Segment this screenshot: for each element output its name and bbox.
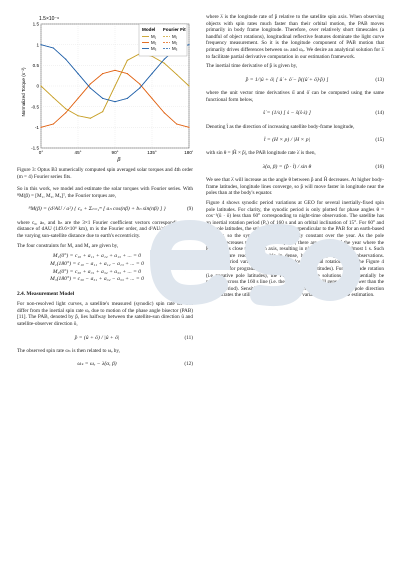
series-point xyxy=(114,70,115,71)
y-tick-label: 0.5 xyxy=(32,62,39,68)
equation-body: p̂ = (û + ô) / |û + ô| xyxy=(74,334,120,341)
equation-number: (13) xyxy=(375,76,384,83)
x-tick-label: 180° xyxy=(184,150,193,155)
equation-body: p̂̇ = 1/|û + ô| [ û̇ + ô̇ − p̂((û̇ + ô̇)·p̂) ] xyxy=(245,76,329,83)
series-point xyxy=(127,73,128,74)
series-point xyxy=(127,98,128,99)
paragraph: where λ̇ is the longitude rate of p̂ relative to the satellite spin axis. When observing objects with spin rates much faster than their orbital motion, the PAB moves primarily in body frame longitude. Therefore, over relatively short timescales (a handful of object rotations), longitudinal reflective features dominate the light curve frequency measurement. So it is the longitude component of PAB motion that primarily drives differences between ωₛ and ωₑ. We desire an analytical solution for λ̇ to facilitate partial derivative computation in our estimation framework. xyxy=(206,14,384,60)
series-point xyxy=(139,87,140,88)
equation-number: (16) xyxy=(375,163,384,170)
paragraph: The four constraints for M₁ and M₃ are given by, xyxy=(17,242,119,249)
series-point xyxy=(53,97,54,98)
equation-body: ŝ̇ = (1/s) [ ṡ − ŝ(ŝ·ṡ) ] xyxy=(263,110,311,117)
series-point xyxy=(65,59,66,60)
equation-body: λ̇(α, β) = (p̂̇ · t̂) / sin θ xyxy=(262,163,312,170)
y-tick-label: -0.5 xyxy=(31,104,39,110)
y-tick-label: -1.5 xyxy=(31,145,39,151)
series-point xyxy=(188,127,189,128)
left-column xyxy=(17,14,193,375)
equation-14 xyxy=(206,107,384,121)
y-tick-label: 1.5 xyxy=(32,21,39,27)
series-point xyxy=(102,111,103,112)
series-point xyxy=(188,85,189,86)
equation-13 xyxy=(206,73,384,87)
equation-12 xyxy=(17,358,193,372)
series-point xyxy=(40,85,41,86)
figure-caption: Figure 3: Optus B3 numerically computed spin averaged solar torques and 4th order (m = 4) Fourier series fits. xyxy=(17,167,193,180)
series-point xyxy=(77,98,78,99)
paragraph: where the unit vector time derivatives û̇ and ô̇ can be computed using the same functional form below, xyxy=(206,90,384,103)
legend-label-model: M₂ xyxy=(151,40,157,45)
series-point xyxy=(114,85,115,86)
x-tick-label: 45° xyxy=(74,150,82,155)
series-point xyxy=(65,112,66,113)
equation-number: (14) xyxy=(375,110,384,117)
x-tick-label: 135° xyxy=(147,150,157,155)
series-point xyxy=(127,60,128,61)
series-point xyxy=(90,87,91,88)
paragraph: Denoting t̂ as the direction of increasing satellite body-frame longitude, xyxy=(206,123,355,130)
torque-chart xyxy=(17,14,193,164)
paragraph: where c₀, aₙ, and bₙ are the 3×1 Fourier coefficient vectors corresponding to a distance of dAU (149.6×10⁶ km), m is the Fourier order, and d²AU/a² accounts for the varying sun-satellite distance due to earth's eccentricity. xyxy=(17,219,193,239)
legend-label-fit: M₃ xyxy=(172,46,178,51)
equation-10 xyxy=(17,252,193,283)
paragraph: with sin θ = |Ĥ × p̂|, the PAB longitude rate λ̇ is then, xyxy=(206,150,316,157)
equation-line: M₁(180°) = c₁₀ − a₁₁ + a₁₂ − a₁₃ + ... = 0 xyxy=(50,260,144,267)
legend-label-fit: M₂ xyxy=(172,40,178,45)
equation-number: (10) xyxy=(184,264,193,271)
equation-body: ωₛ = ωₑ − λ̇(α, β) xyxy=(77,361,117,368)
equation-9 xyxy=(17,203,193,217)
series-point xyxy=(176,74,177,75)
y-tick-label: 1 xyxy=(36,42,39,48)
legend-header-model: Model xyxy=(142,27,156,32)
equation-array xyxy=(17,252,177,283)
right-column xyxy=(206,14,384,302)
series-point xyxy=(90,83,91,84)
series-point xyxy=(77,115,78,116)
series-point xyxy=(40,44,41,45)
figure-3 xyxy=(17,14,193,164)
legend-label-model: M₁ xyxy=(151,34,157,39)
equation-body: ᴮM(β) = (d²AU / a²) { c₀ + Σₙ₌₁ᵐ [ aₙ cos(nβ) + bₙ sin(nβ) ] } xyxy=(28,206,166,213)
series-point xyxy=(164,59,165,60)
equation-line: M₃(180°) = c₃₀ − a₃₁ + a₃₂ − a₃₃ + ... = 0 xyxy=(50,276,144,283)
series-point xyxy=(77,73,78,74)
series-point xyxy=(53,123,54,124)
paragraph: The inertial time derivative of p̂ is given by, xyxy=(206,63,298,70)
paragraph: We see that λ̇ will increase as the angle θ between p̂ and Ĥ decreases. At higher body-frame latitudes, longitude lines converge, so p̂ will move faster in longitude near the poles than at the body's equator. xyxy=(206,177,384,197)
series-point xyxy=(90,118,91,119)
legend-label-model: M₃ xyxy=(151,46,157,51)
equation-16 xyxy=(206,160,384,174)
equation-15 xyxy=(206,133,384,147)
paragraph: Figure 4 shows synodic period variations at GEO for several inertially-fixed spin pole latitudes. For clarity, the synodic period is only plotted for phase angles θ = cos⁻¹(û · ô) less than 60° corresponding to night-time observation. The satellite has an inertial rotation period (Pₑ) of 160 s and an orbital inclination of 15°. For 60° and 90° pole latitudes, the spin axis is mostly perpendicular to the PAB for an earth-based observer, so the synodic period is relatively constant over the year. As the pole latitude decreases towards the orbit plane, there are portions of the year where the PAB moves close to the spin axis, resulting in nightly variations of almost 1 s. Such variations are readily detectable in dense, high quality, light curve observations. Synodic period variations increase with slower inertial rotation. Also, the Figure 4 results are for prograde rotation (i.e. positive pole latitudes). For retrograde rotation (i.e negative pole latitudes), the Figure 4 prograde solutions will essentially be reflected across the 160 s line (i.e. the synodic period will generally be lower than the inertial period). Sensitivity of the synodic period to the inertial spin pole direction demonstrates the utility of leveraging synodic variations for spin pole estimation. xyxy=(206,200,384,299)
scale-label: 1.5×10⁻⁶ xyxy=(39,16,60,22)
equation-number: (12) xyxy=(184,361,193,368)
series-point xyxy=(176,123,177,124)
legend-label-fit: M₁ xyxy=(172,34,178,39)
x-axis-label: β xyxy=(117,157,121,163)
section-heading: 2.4. Measurement Model xyxy=(17,290,75,297)
y-tick-label: -1 xyxy=(34,124,39,130)
equation-number: (15) xyxy=(375,136,384,143)
legend-header-fit: Fourier Fit xyxy=(163,27,186,32)
equation-body: t̂ = (H × p) / |H × p| xyxy=(263,136,311,143)
series-point xyxy=(151,98,152,99)
series-point xyxy=(102,98,103,99)
equation-line: M₃(0°) = c₃₀ + a₃₁ + a₃₂ + a₃₃ + ... = 0 xyxy=(52,268,142,275)
equation-number: (11) xyxy=(184,334,193,341)
series-point xyxy=(53,47,54,48)
paragraph: For non-resolved light curves, a satellite's measured (synodic) spin rate ωₛ will differ from the inertial spin rate ωₑ due to motion of the phase angle bisector (PAB) [11]. The PAB, denoted by p̂, lies halfway between the satellite-sun direction û and satellite-observer direction ô, xyxy=(17,301,193,328)
series-point xyxy=(188,44,189,45)
chart-legend xyxy=(139,24,187,56)
y-tick-label: 0 xyxy=(36,83,39,89)
series-point xyxy=(65,108,66,109)
series-point xyxy=(164,63,165,64)
series-point xyxy=(164,112,165,113)
x-tick-label: 0° xyxy=(38,150,44,155)
series-point xyxy=(151,73,152,74)
series-point xyxy=(139,83,140,84)
series-point xyxy=(114,101,115,102)
x-tick-label: 90° xyxy=(111,150,119,155)
paragraph: The observed spin rate ωₛ is then related to ωₑ by, xyxy=(17,347,120,354)
equation-line: M₁(0°) = c₁₀ + a₁₁ + a₁₂ + a₁₃ + ... = 0 xyxy=(52,253,142,260)
series-point xyxy=(102,73,103,74)
y-axis-label: Normalized Torque (s⁻²) xyxy=(21,67,26,117)
equation-11 xyxy=(17,331,193,345)
series-point xyxy=(40,127,41,128)
equation-number: (9) xyxy=(186,206,193,213)
paragraph: So in this work, we model and estimate the solar torques with Fourier series. With ᴮM(β) = [M₁, M₂, M₃]ᵀ, the Fourier torques are, xyxy=(17,186,193,199)
